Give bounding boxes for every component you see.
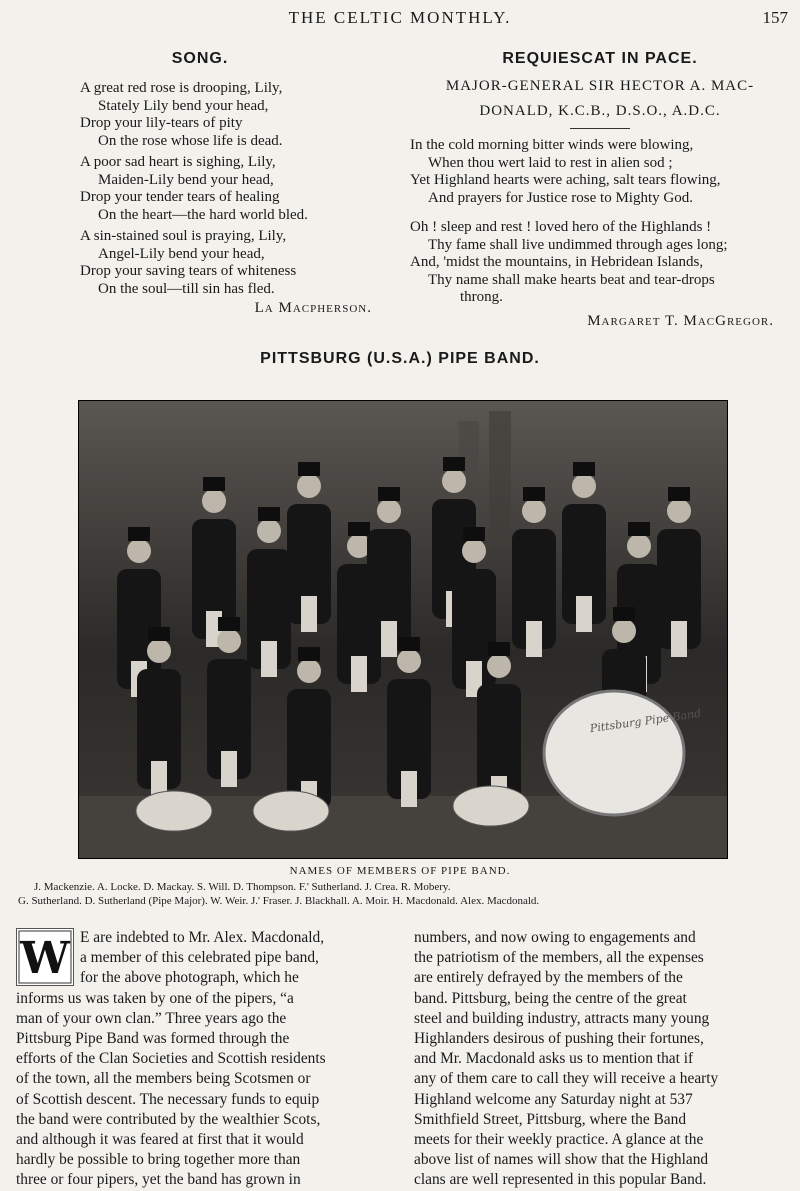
poem-line: A sin-stained soul is praying, Lily, (80, 228, 287, 244)
song-author: La Macpherson. (254, 300, 372, 316)
snare-drum (136, 791, 212, 831)
article-line: of the town, all the members being Scotsmen or (16, 1070, 311, 1088)
band-heading: PITTSBURG (U.S.A.) PIPE BAND. (260, 350, 540, 367)
article-column-1 (16, 928, 390, 1191)
band-photograph (78, 400, 728, 859)
article-line: numbers, and now owing to engagements and (414, 929, 696, 946)
poem-line: Thy name shall make hearts beat and tear-drops (428, 271, 715, 288)
article-line: the band were contributed by the wealthier Scots, (16, 1110, 321, 1128)
requiescat-heading: REQUIESCAT IN PACE. (502, 50, 698, 67)
article-line: Highland welcome any Saturday night at 537 (414, 1090, 693, 1108)
article-line: clans are well represented in this popular Band. (414, 1171, 707, 1189)
poem-line: Stately Lily bend your head, (98, 97, 269, 114)
article-line: Smithfield Street, Pittsburg, where the Band (414, 1110, 687, 1128)
poem-line: On the soul—till sin has fled. (98, 280, 275, 297)
requiescat-author: Margaret T. MacGregor. (587, 312, 774, 329)
member-names-row-2: G. Sutherland. D. Sutherland (Pipe Major). W. Weir. J.' Fraser. J. Blackhall. A. Moir. H. Macdonald. Alex. Macdonald. (18, 895, 540, 907)
poem-line: Drop your saving tears of whiteness (80, 263, 297, 279)
poem-line: Maiden-Lily bend your head, (98, 171, 274, 188)
poem-line: Oh ! sleep and rest ! loved hero of the Highlands ! (410, 219, 712, 235)
poem-line: A great red rose is drooping, Lily, (80, 80, 283, 96)
article-line: of Scottish descent. The necessary funds to equip (16, 1090, 320, 1108)
article-line: band. Pittsburg, being the centre of the great (414, 989, 687, 1007)
article-line: for the above photograph, which he (80, 969, 299, 987)
snare-drum (253, 791, 329, 831)
journal-title: THE CELTIC MONTHLY. (288, 8, 512, 27)
member-names-row-1: J. Mackenzie. A. Locke. D. Mackay. S. Will. D. Thompson. F.' Sutherland. J. Crea. R. Mobery. (34, 881, 451, 893)
bass-drum-inscription: Pittsburg Pipe Band (589, 706, 702, 736)
article-line: any of them care to call they will receive a hearty (414, 1070, 719, 1088)
poem-line: When thou wert laid to rest in alien sod ; (428, 154, 673, 171)
requiescat-poem (410, 137, 790, 307)
poem-line: On the rose whose life is dead. (98, 132, 283, 149)
dropcap-w (16, 928, 74, 986)
poem-line: Yet Highland hearts were aching, salt tears flowing, (410, 172, 721, 188)
dropcap-illustration (17, 929, 73, 985)
article-line: are entirely defrayed by the members of the (414, 969, 683, 987)
poem-line: throng. (460, 289, 503, 305)
photo-caption: NAMES OF MEMBERS OF PIPE BAND. (289, 865, 511, 877)
article-line: Highlanders desirous of pushing their fortunes, (414, 1030, 704, 1048)
song-section (80, 50, 380, 318)
poem-line: On the heart—the hard world bled. (98, 206, 308, 223)
dropcap-letter: W (20, 933, 70, 984)
requiescat-section (410, 50, 790, 330)
article-line: Pittsburg Pipe Band was formed through the (16, 1030, 290, 1048)
article-line: informs us was taken by one of the pipers, “a (16, 989, 294, 1007)
poem-line: Drop your lily-tears of pity (80, 115, 243, 131)
divider-rule (570, 128, 630, 129)
poem-line: A poor sad heart is sighing, Lily, (80, 154, 276, 170)
running-head (0, 8, 800, 30)
article-line: the patriotism of the members, all the expenses (414, 949, 704, 967)
poem-line: Drop your tender tears of healing (80, 189, 280, 205)
song-heading: SONG. (171, 50, 229, 67)
article-line: man of your own clan.” Three years ago the (16, 1009, 287, 1027)
poem-line: Thy fame shall live undimmed through ages long; (428, 236, 728, 253)
poem-line: And prayers for Justice rose to Mighty God. (428, 189, 693, 206)
article-line: a member of this celebrated pipe band, (80, 949, 319, 967)
article-line: hardly be possible to bring together more than (16, 1151, 301, 1169)
article-line: meets for their weekly practice. A glance at the (414, 1131, 704, 1149)
poem-line: And, 'midst the mountains, in Hebridean Islands, (410, 254, 704, 270)
article-line: E are indebted to Mr. Alex. Macdonald, (80, 929, 325, 946)
poem-line: Angel-Lily bend your head, (98, 245, 265, 262)
requiescat-subtitle-1: MAJOR-GENERAL SIR HECTOR A. MAC- (445, 78, 755, 94)
band-photo-illustration (79, 401, 727, 858)
article-column-2 (414, 928, 780, 1191)
song-poem (80, 80, 380, 298)
article-line: three or four pipers, yet the band has grown in (16, 1171, 301, 1189)
article-line: and although it was feared at first that it would (16, 1131, 304, 1149)
article-line: and Mr. Macdonald asks us to mention that if (414, 1050, 694, 1068)
snare-drum (453, 786, 529, 826)
requiescat-subtitle-2: DONALD, K.C.B., D.S.O., A.D.C. (479, 103, 721, 119)
article-line: above list of names will show that the Highland (414, 1151, 709, 1169)
poem-line: In the cold morning bitter winds were blowing, (410, 137, 694, 153)
article-line: steel and building industry, attracts many young (414, 1009, 710, 1027)
page-number: 157 (762, 8, 788, 27)
article-line: efforts of the Clan Societies and Scottish residents (16, 1050, 326, 1068)
